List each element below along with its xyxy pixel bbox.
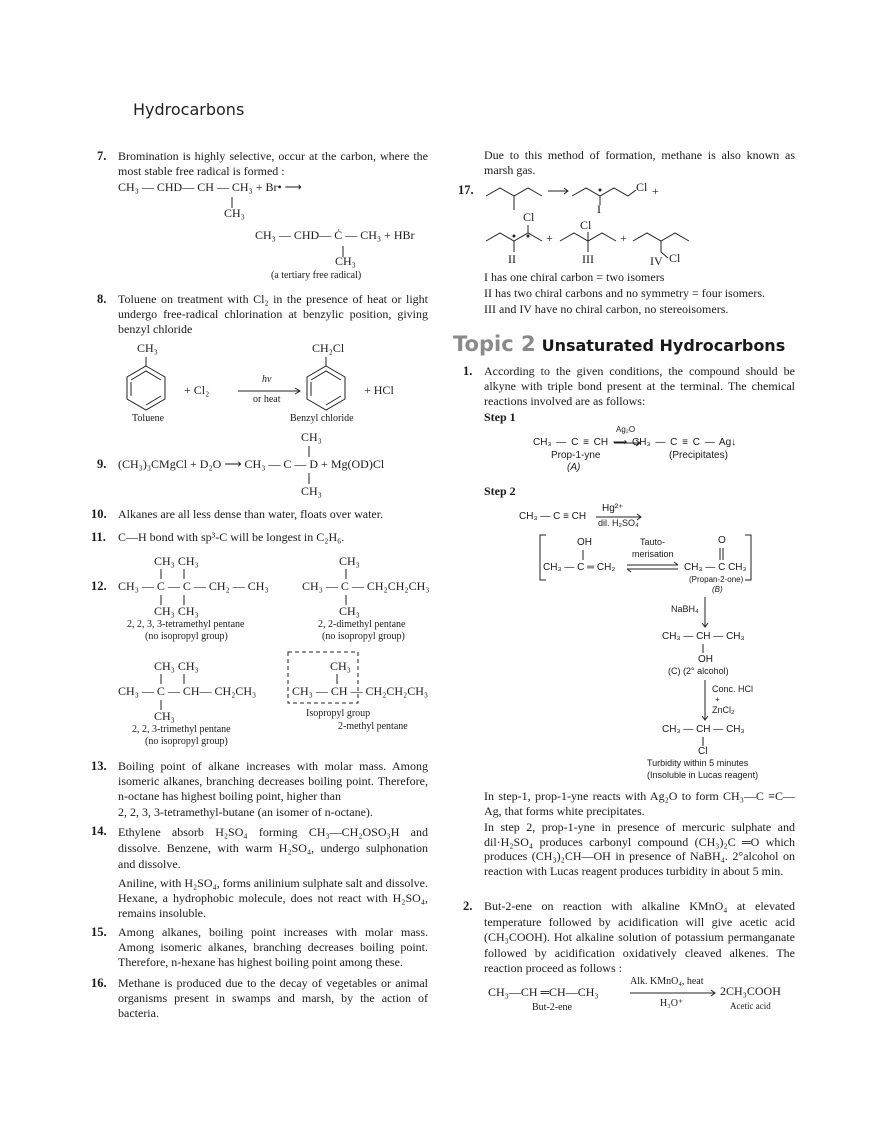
q16-continuation: Due to this method of formation, methane is also known as marsh gas. [484,148,795,177]
alcohol-oh: OH [698,654,713,665]
s3-top: CH₃ CH₃ [154,659,199,673]
q13-text: Boiling point of alkane increases with molar mass. Among isomeric alkanes, branching decreases boiling point. Therefore, n-octane has highest boiling point, higher than [118,759,428,803]
acetic-label: Acetic acid [730,1001,771,1011]
t2-q2-text: But-2-ene on reaction with alkaline KMnO₄ at elevated temperature followed by acidification will give acetic acid (CH₃COOH). Hot alkaline solution of potassium permanganate followed by acidification oxidatively cleaved alkenes. The reaction proceed as follows : [484,899,795,975]
q9-formula: (CH₃)₃CMgCl + D₂O ⟶ CH₃ — C — D + Mg(OD)Cl [118,457,385,471]
q17-label-iii: III [582,252,594,266]
tauto-line1: Tauto- [640,537,666,547]
toluene-ch3: CH₃ [137,341,158,355]
chloride-formula: CH₃ — CH — CH₃ [662,724,745,735]
step1-label: Step 1 [484,410,516,424]
enol-oh: OH [577,537,592,548]
topic-number: Topic 2 [453,332,536,356]
q10-text: Alkanes are all less dense than water, floats over water. [118,507,384,521]
benzyl-ch2cl: CH₂Cl [312,341,345,355]
s4-label: Isopropyl group [306,708,371,719]
tauto-line2: merisation [632,549,674,559]
s2-name: 2, 2-dimethyl pentane [318,619,406,630]
toluene-label: Toluene [132,413,165,424]
q17-cl-3: Cl [580,218,592,232]
q7-formula-reactant: CH₃ — CHD— CH — CH₃ + Br• ⟶ [118,180,302,194]
q11-number: 11. [91,530,106,544]
q7-formula-branch: CH₃ [224,206,245,220]
dil-label: dil. H₂SO₄ [598,518,639,528]
q17-plus-3: + [620,231,627,245]
s2-bottom: CH₃ [339,604,360,618]
q17-plus-1: + [652,184,659,198]
q17-line-1: I has one chiral carbon = two isomers [484,270,665,284]
q9-top: CH₃ [301,430,322,444]
s2-note: (no isopropyl group) [322,631,405,642]
s1-top: CH₃ CH₃ [154,554,199,568]
step2-label: Step 2 [484,484,516,498]
q14-text2: Aniline, with H₂SO₄, forms anilinium sulphate salt and dissolve. Hexane, a hydrophobic molecule, does not react with H₂SO₄, remains insoluble. [118,876,429,920]
hg-label: Hg²⁺ [602,503,624,514]
q16-number: 16. [91,976,107,990]
q17-number: 17. [458,183,474,197]
q17-cl-4: Cl [669,251,681,265]
chloride-cl: Cl [698,746,708,757]
s3-main: CH₃ — C — CH— CH₂CH₃ [118,684,257,698]
a-label: (A) [567,462,581,473]
kmno4-label: Alk. KMnO₄, heat [630,976,704,987]
alcohol-formula: CH₃ — CH — CH₃ [662,631,745,642]
step2-explanation: In step 2, prop-1-yne in presence of mercuric sulphate and dil·H₂SO₄ produces carbonyl compound (CH₃)₂C ═O which produces (CH₃)₂CH—OH in presence of NaBH₄. 2°alcohol on reaction with Lucas reagent produces turbidity in about 5 min. [484,820,795,878]
q17-label-i: I [597,202,601,216]
t2-q1-text: According to the given conditions, the compound should be alkyne with triple bond present at the terminal. The chemical reactions involved are as follows: [484,364,795,408]
s1-note: (no isopropyl group) [145,631,228,642]
q14-number: 14. [91,824,107,838]
q13-text2: 2, 2, 3, 3-tetramethyl-butane (an isomer of n-octane). [118,805,373,819]
s1-main: CH₃ — C — C — CH₂ — CH₃ [118,579,269,593]
q7-formula-product: CH₃ — CHD— Ċ — CH₃ + HBr [255,228,415,242]
q7-caption: (a tertiary free radical) [271,270,362,281]
plus-cl2: + Cl₂ [184,383,210,397]
ag2o-label: Ag₂O [616,425,636,434]
q17-line-2: II has two chiral carbons and no symmetry = four isomers. [484,286,766,300]
plus-label: + [715,695,720,704]
q17-label-iv: IV [650,254,663,268]
running-header: Hydrocarbons [133,100,245,119]
q17-line-3: III and IV have no chiral carbon, no stereoisomers. [484,302,729,316]
t2-q2-number: 2. [463,899,473,913]
q7-text: Bromination is highly selective, occur at the carbon, where the most stable free radical is formed : [118,149,428,178]
q12-number: 12. [91,579,107,593]
q15-number: 15. [91,925,107,939]
q14-text: Ethylene absorb H₂SO₄ forming CH₃—CH₂OSO₃H and dissolve. Benzene, with warm H₂SO₄, undergo sulphonation and dissolve. [118,825,428,871]
but2ene-formula: CH₃—CH ═CH—CH₃ [488,985,599,999]
s3-name: 2, 2, 3-trimethyl pentane [132,724,231,735]
q8-text: Toluene on treatment with Cl₂ in the presence of heat or light undergo free-radical chlorination at benzylic position, giving benzyl chloride [118,292,428,336]
benzyl-chloride-label: Benzyl chloride [290,413,354,424]
s2-main: CH₃ — C — CH₂CH₂CH₃ [302,579,430,593]
c-label: (C) (2° alcohol) [668,666,729,676]
q16-text: Methane is produced due to the decay of vegetables or animal organisms present in swamps and marsh, by the action of bacteria. [118,976,428,1020]
q17-label-ii: II [508,252,516,266]
s1-name: 2, 2, 3, 3-tetramethyl pentane [127,619,245,630]
q17-plus-2: + [546,231,553,245]
q13-number: 13. [91,759,107,773]
propanone-label: (Propan-2-one) [689,575,744,584]
t2-q1-number: 1. [463,364,473,378]
zncl2-label: ZnCl₂ [712,705,735,715]
s3-bottom: CH₃ [154,709,175,723]
step1-formula: CH₃ — C ≡ CH ⟶ CH₃ — C ≡ C — Ag↓ [533,437,737,448]
enol-formula: CH₃ — C ═ CH₂ [543,562,616,573]
q7-product-branch: CH₃ [335,254,356,268]
precipitates-label: (Precipitates) [669,450,728,461]
insoluble-label: (Insoluble in Lucas reagent) [647,770,759,780]
topic-heading [453,332,785,356]
acetic-formula: 2CH₃COOH [720,984,781,998]
nabh4-label: NaBH₄ [671,604,699,614]
step1-explanation: In step-1, prop-1-yne reacts with Ag₂O to form CH₃—C ≡C—Ag, that forms white precipitates. [484,789,795,818]
conc-hcl-label: Conc. HCl [712,684,754,694]
plus-hcl: + HCl [364,383,394,397]
q10-number: 10. [91,507,107,521]
topic-title: Unsaturated Hydrocarbons [541,336,786,355]
but2ene-label: But-2-ene [532,1002,572,1013]
s1-bottom: CH₃ CH₃ [154,604,199,618]
propyne-label: Prop-1-yne [551,450,601,461]
q9-bottom: CH₃ [301,484,322,498]
or-heat-label: or heat [253,394,281,405]
s2-top: CH₃ [339,554,360,568]
h3o-label: H₃O⁺ [660,998,684,1009]
q11-text: C—H bond with sp³-C will be longest in C₂H₆. [118,530,345,544]
b-label: (B) [712,585,723,594]
s3-note: (no isopropyl group) [145,736,228,747]
turbidity-label: Turbidity within 5 minutes [647,758,749,768]
q7-number: 7. [97,149,107,163]
step2-formula: CH₃ — C ≡ CH [519,511,587,522]
q17-cl-1: Cl [636,180,648,194]
s4-main: CH₃ — CH — CH₂CH₂CH₃ [292,684,429,698]
q17-cl-2: Cl [523,210,535,224]
q8-number: 8. [97,292,107,306]
q9-number: 9. [97,457,107,471]
hv-label: hv [262,374,272,385]
ketone-o: O [718,535,726,546]
q15-text: Among alkanes, boiling point increases with molar mass. Among isomeric alkanes, branching decreases boiling point. Therefore, n-hexane has highest boiling point among these. [118,925,428,969]
s4-top: CH₃ [330,659,351,673]
ketone-formula: CH₃ — C CH₃ [684,562,747,573]
s4-name: 2-methyl pentane [338,721,408,732]
